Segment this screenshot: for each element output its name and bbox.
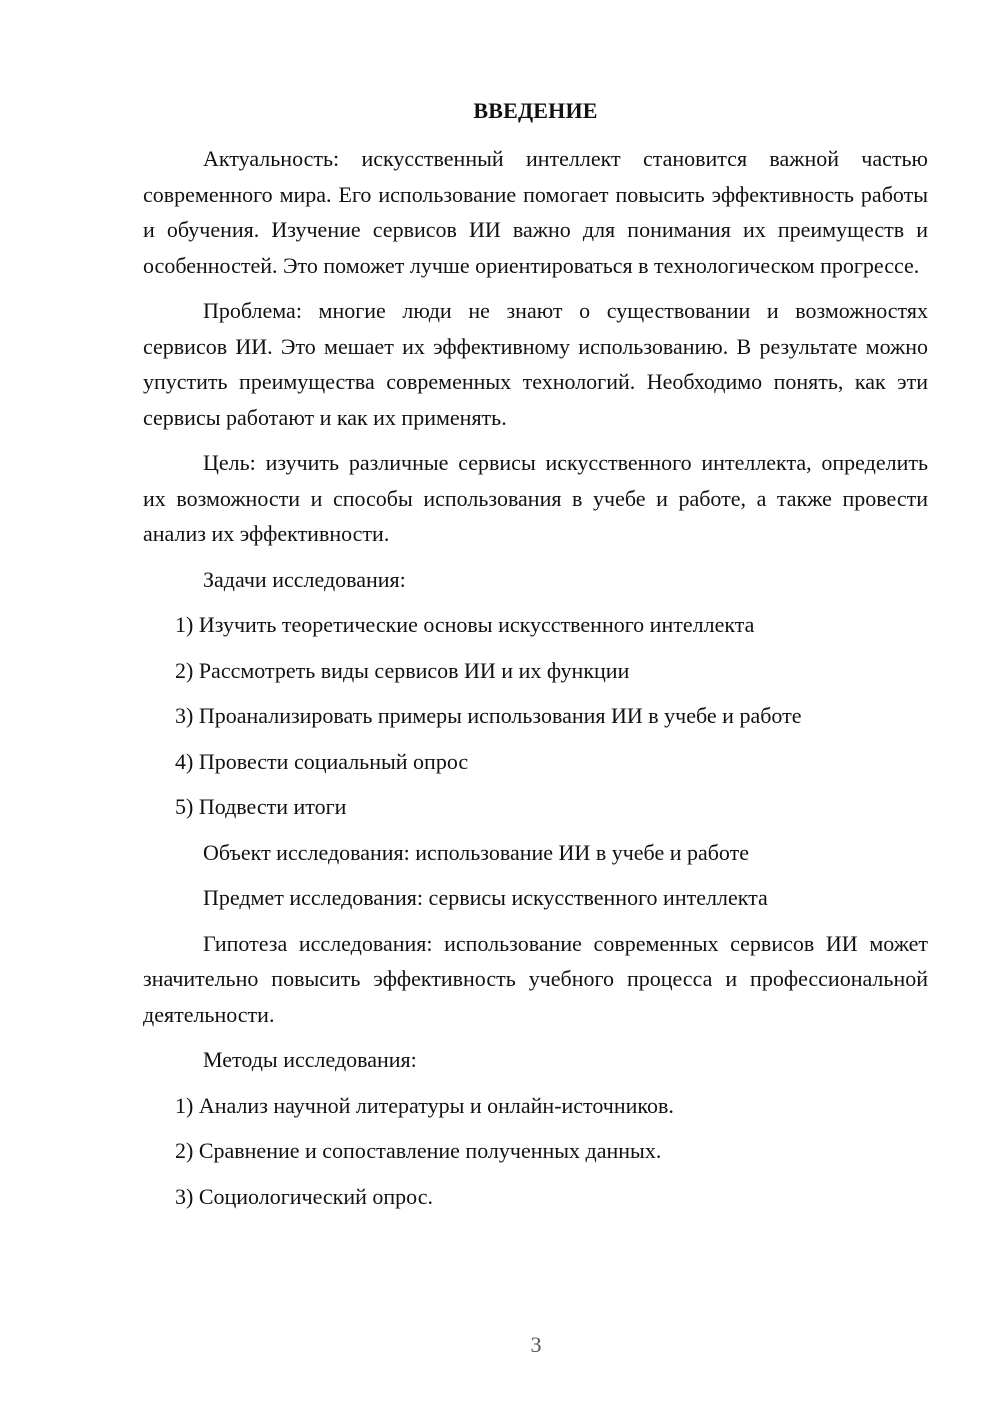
task-item: 1) Изучить теоретические основы искусственного интеллекта (175, 612, 755, 637)
methods-heading: Методы исследования: (203, 1047, 417, 1072)
page-content (143, 95, 928, 1224)
hypothesis-paragraph: Гипотеза исследования: использование современных сервисов ИИ может значительно повысить эффективность учебного процесса и профессиональной деятельности. (143, 930, 928, 1027)
relevance-paragraph: Актуальность: искусственный интеллект становится важной частью современного мира. Его использование помогает повысить эффективность работы и обучения. Изучение сервисов ИИ важно для понимания их преимуществ и особенностей. Это поможет лучше ориентироваться в технологическом прогрессе. (143, 146, 928, 278)
method-item: 1) Анализ научной литературы и онлайн-источников. (175, 1092, 674, 1118)
problem-paragraph: Проблема: многие люди не знают о существовании и возможностях сервисов ИИ. Это мешает их эффективному использованию. В результате можно упустить преимущества современных технологий. Необходимо понять, как эти сервисы работают и как их применять. (143, 298, 928, 430)
task-item: 4) Провести социальный опрос (175, 748, 469, 774)
research-subject: Предмет исследования: сервисы искусственного интеллекта (203, 885, 768, 910)
research-object: Объект исследования: использование ИИ в учебе и работе (203, 839, 750, 865)
tasks-heading: Задачи исследования: (203, 566, 406, 592)
task-item: 5) Подвести итоги (175, 794, 347, 819)
method-item: 2) Сравнение и сопоставление полученных данных. (175, 1138, 662, 1163)
section-title: ВВЕДЕНИЕ (473, 98, 598, 123)
task-item: 2) Рассмотреть виды сервисов ИИ и их функции (175, 657, 630, 683)
page-number: 3 (530, 1332, 542, 1357)
task-item: 3) Проанализировать примеры использования ИИ в учебе и работе (175, 703, 802, 728)
goal-paragraph: Цель: изучить различные сервисы искусственного интеллекта, определить их возможности и способы использования в учебе и работе, а также провести анализ их эффективности. (143, 450, 928, 546)
method-item: 3) Социологический опрос. (175, 1183, 433, 1209)
